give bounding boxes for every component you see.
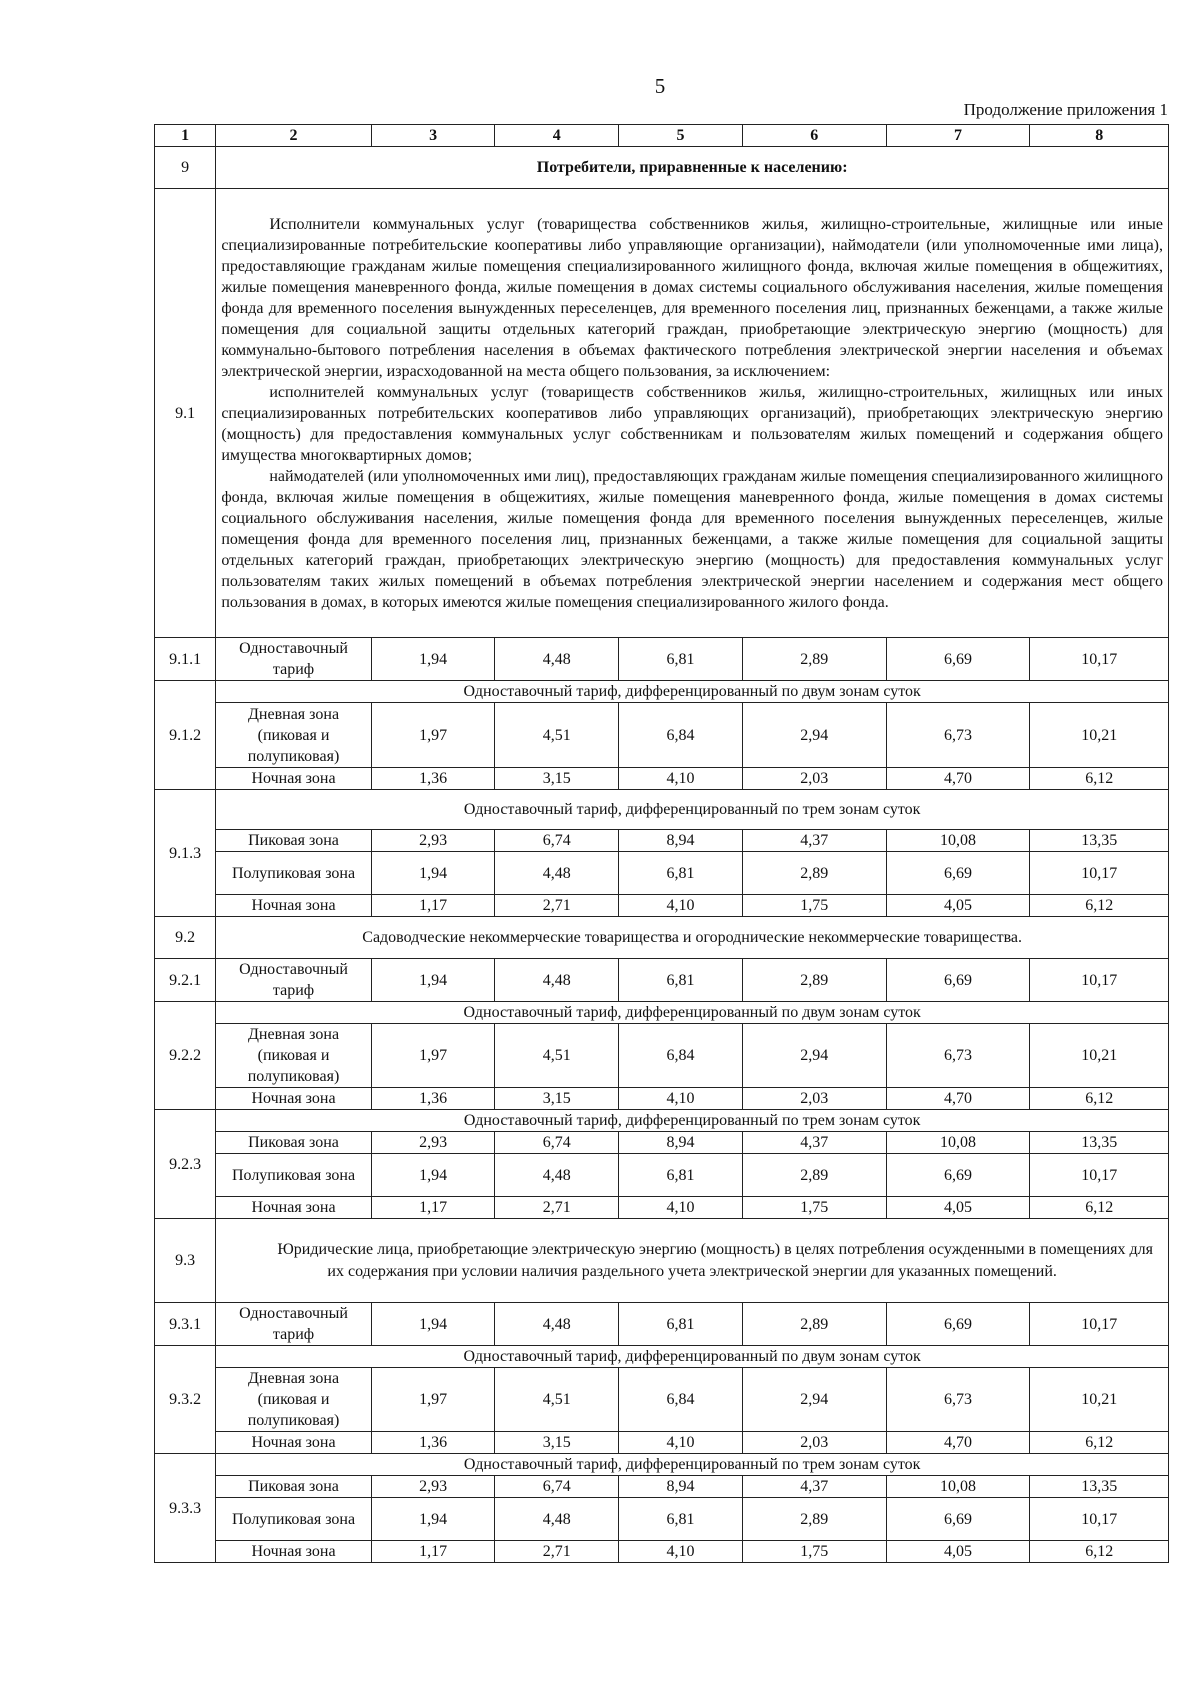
table-row bbox=[155, 830, 1169, 852]
value-cell: 1,17 bbox=[371, 1197, 495, 1219]
table-row bbox=[155, 790, 1169, 830]
table-row bbox=[155, 1498, 1169, 1541]
value-cell: 4,48 bbox=[495, 1154, 619, 1197]
value-cell: 10,17 bbox=[1030, 638, 1169, 681]
value-cell: 10,21 bbox=[1030, 1368, 1169, 1432]
value-cell: 4,10 bbox=[619, 895, 743, 917]
value-cell: 8,94 bbox=[619, 830, 743, 852]
tariff-label: Одноставочный тариф bbox=[216, 1303, 371, 1346]
col-header: 2 bbox=[216, 125, 371, 147]
value-cell: 1,94 bbox=[371, 1498, 495, 1541]
zone-label: Дневная зона (пиковая и полупиковая) bbox=[216, 703, 371, 768]
table-row bbox=[155, 638, 1169, 681]
value-cell: 10,08 bbox=[886, 1476, 1030, 1498]
value-cell: 4,70 bbox=[886, 1088, 1030, 1110]
value-cell: 2,93 bbox=[371, 830, 495, 852]
value-cell: 6,81 bbox=[619, 959, 743, 1002]
zone-label: Ночная зона bbox=[216, 1432, 371, 1454]
value-cell: 10,21 bbox=[1030, 703, 1169, 768]
value-cell: 10,08 bbox=[886, 830, 1030, 852]
col-header: 4 bbox=[495, 125, 619, 147]
subsection-title: Одноставочный тариф, дифференцированный по трем зонам суток bbox=[216, 1454, 1169, 1476]
value-cell: 4,37 bbox=[742, 830, 886, 852]
value-cell: 4,48 bbox=[495, 959, 619, 1002]
paragraph: исполнителей коммунальных услуг (товариществ собственников жилья, жилищно-строительных, жилищных или иных специализированных потребительских кооперативов либо управляющих организаций), приобретающих электрическую энергию (мощность) для предоставления коммунальных услуг собственникам и пользователям жилых помещений и содержания общего имущества многоквартирных домов; bbox=[221, 383, 1163, 464]
value-cell: 4,10 bbox=[619, 1541, 743, 1563]
value-cell: 13,35 bbox=[1030, 1476, 1169, 1498]
zone-label: Ночная зона bbox=[216, 1541, 371, 1563]
value-cell: 2,94 bbox=[742, 703, 886, 768]
row-number: 9.1.2 bbox=[155, 681, 216, 790]
value-cell: 2,03 bbox=[742, 768, 886, 790]
value-cell: 1,36 bbox=[371, 1432, 495, 1454]
value-cell: 6,74 bbox=[495, 1132, 619, 1154]
value-cell: 2,89 bbox=[742, 1303, 886, 1346]
col-header: 6 bbox=[742, 125, 886, 147]
value-cell: 4,10 bbox=[619, 1088, 743, 1110]
value-cell: 10,17 bbox=[1030, 1498, 1169, 1541]
value-cell: 4,51 bbox=[495, 1368, 619, 1432]
row-number: 9.2.2 bbox=[155, 1002, 216, 1110]
col-header: 5 bbox=[619, 125, 743, 147]
column-number-row bbox=[155, 125, 1169, 147]
row-number: 9.3.1 bbox=[155, 1303, 216, 1346]
value-cell: 1,94 bbox=[371, 638, 495, 681]
value-cell: 10,17 bbox=[1030, 959, 1169, 1002]
value-cell: 3,15 bbox=[495, 1432, 619, 1454]
col-header: 8 bbox=[1030, 125, 1169, 147]
row-number: 9.1.1 bbox=[155, 638, 216, 681]
value-cell: 4,05 bbox=[886, 895, 1030, 917]
table-row bbox=[155, 1476, 1169, 1498]
value-cell: 13,35 bbox=[1030, 1132, 1169, 1154]
value-cell: 3,15 bbox=[495, 768, 619, 790]
subsection-title: Одноставочный тариф, дифференцированный по трем зонам суток bbox=[216, 790, 1169, 830]
value-cell: 2,89 bbox=[742, 959, 886, 1002]
zone-label: Ночная зона bbox=[216, 1088, 371, 1110]
value-cell: 6,74 bbox=[495, 1476, 619, 1498]
table-row bbox=[155, 1088, 1169, 1110]
value-cell: 6,69 bbox=[886, 959, 1030, 1002]
section-description: Юридические лица, приобретающие электрическую энергию (мощность) в целях потребления осужденными в помещениях для их содержания при условии наличия раздельного учета электрической энергии для указанных помещений. bbox=[216, 1219, 1169, 1303]
zone-label: Дневная зона (пиковая и полупиковая) bbox=[216, 1024, 371, 1088]
value-cell: 2,89 bbox=[742, 1498, 886, 1541]
value-cell: 1,36 bbox=[371, 768, 495, 790]
value-cell: 2,94 bbox=[742, 1024, 886, 1088]
zone-label: Пиковая зона bbox=[216, 830, 371, 852]
value-cell: 10,21 bbox=[1030, 1024, 1169, 1088]
section-row bbox=[155, 147, 1169, 189]
table-row bbox=[155, 1432, 1169, 1454]
value-cell: 6,74 bbox=[495, 830, 619, 852]
tariff-label: Одноставочный тариф bbox=[216, 638, 371, 681]
value-cell: 4,48 bbox=[495, 1303, 619, 1346]
row-number: 9.2.3 bbox=[155, 1110, 216, 1219]
table-row bbox=[155, 703, 1169, 768]
subsection-title: Одноставочный тариф, дифференцированный по двум зонам суток bbox=[216, 681, 1169, 703]
col-header: 1 bbox=[155, 125, 216, 147]
value-cell: 6,12 bbox=[1030, 1197, 1169, 1219]
value-cell: 1,97 bbox=[371, 1368, 495, 1432]
value-cell: 6,12 bbox=[1030, 768, 1169, 790]
value-cell: 1,17 bbox=[371, 1541, 495, 1563]
row-number: 9.2 bbox=[155, 917, 216, 959]
subsection-title: Одноставочный тариф, дифференцированный по двум зонам суток bbox=[216, 1346, 1169, 1368]
value-cell: 1,36 bbox=[371, 1088, 495, 1110]
page-number: 5 bbox=[654, 74, 666, 98]
table-row bbox=[155, 1454, 1169, 1476]
value-cell: 4,10 bbox=[619, 768, 743, 790]
section-row bbox=[155, 1219, 1169, 1303]
value-cell: 6,81 bbox=[619, 638, 743, 681]
value-cell: 6,73 bbox=[886, 1368, 1030, 1432]
value-cell: 6,69 bbox=[886, 1303, 1030, 1346]
section-description bbox=[216, 189, 1169, 638]
value-cell: 1,94 bbox=[371, 1303, 495, 1346]
value-cell: 1,94 bbox=[371, 1154, 495, 1197]
row-number: 9.2.1 bbox=[155, 959, 216, 1002]
value-cell: 6,81 bbox=[619, 1154, 743, 1197]
value-cell: 2,03 bbox=[742, 1432, 886, 1454]
value-cell: 6,81 bbox=[619, 1303, 743, 1346]
value-cell: 13,35 bbox=[1030, 830, 1169, 852]
zone-label: Дневная зона (пиковая и полупиковая) bbox=[216, 1368, 371, 1432]
table-row bbox=[155, 895, 1169, 917]
table-row bbox=[155, 1346, 1169, 1368]
value-cell: 10,17 bbox=[1030, 852, 1169, 895]
value-cell: 4,70 bbox=[886, 1432, 1030, 1454]
section-row bbox=[155, 917, 1169, 959]
value-cell: 4,51 bbox=[495, 703, 619, 768]
row-number: 9.1.3 bbox=[155, 790, 216, 917]
value-cell: 4,05 bbox=[886, 1197, 1030, 1219]
value-cell: 4,70 bbox=[886, 768, 1030, 790]
value-cell: 6,69 bbox=[886, 852, 1030, 895]
value-cell: 6,84 bbox=[619, 1368, 743, 1432]
row-number: 9.3.3 bbox=[155, 1454, 216, 1563]
value-cell: 1,75 bbox=[742, 1197, 886, 1219]
row-number: 9 bbox=[155, 147, 216, 189]
col-header: 7 bbox=[886, 125, 1030, 147]
paragraph: Исполнители коммунальных услуг (товарищества собственников жилья, жилищно-строительные, жилищные или иные специализированные потребительские кооперативы либо управляющие организации), наймодатели (или уполномоченные ими лица), предоставляющие гражданам жилые помещения специализированного жилищного фонда, включая жилые помещения в общежитиях, жилые помещения маневренного фонда, жилые помещения в домах системы социального обслуживания населения, жилые помещения фонда для временного поселения вынужденных переселенцев, для временного поселения лиц, признанных беженцами, а также жилые помещения для социальной защиты отдельных категорий граждан, приобретающие электрическую энергию (мощность) для коммунально-бытового потребления населения в объемах фактического потребления электрической энергии населения и объемах электрической энергии, израсходованной на места общего пользования, за исключением: bbox=[221, 215, 1163, 380]
value-cell: 4,48 bbox=[495, 1498, 619, 1541]
table-row bbox=[155, 1002, 1169, 1024]
subsection-title: Одноставочный тариф, дифференцированный по двум зонам суток bbox=[216, 1002, 1169, 1024]
table-row bbox=[155, 681, 1169, 703]
table-row bbox=[155, 1303, 1169, 1346]
table-row bbox=[155, 852, 1169, 895]
table-row bbox=[155, 1197, 1169, 1219]
zone-label: Пиковая зона bbox=[216, 1132, 371, 1154]
zone-label: Полупиковая зона bbox=[216, 1154, 371, 1197]
table-row bbox=[155, 1110, 1169, 1132]
value-cell: 1,94 bbox=[371, 852, 495, 895]
value-cell: 1,17 bbox=[371, 895, 495, 917]
value-cell: 6,73 bbox=[886, 1024, 1030, 1088]
col-header: 3 bbox=[371, 125, 495, 147]
value-cell: 1,97 bbox=[371, 1024, 495, 1088]
zone-label: Ночная зона bbox=[216, 1197, 371, 1219]
table-row bbox=[155, 1368, 1169, 1432]
value-cell: 8,94 bbox=[619, 1476, 743, 1498]
value-cell: 6,12 bbox=[1030, 1088, 1169, 1110]
row-number: 9.3.2 bbox=[155, 1346, 216, 1454]
value-cell: 8,94 bbox=[619, 1132, 743, 1154]
value-cell: 10,08 bbox=[886, 1132, 1030, 1154]
value-cell: 6,69 bbox=[886, 1498, 1030, 1541]
value-cell: 3,15 bbox=[495, 1088, 619, 1110]
value-cell: 6,84 bbox=[619, 1024, 743, 1088]
value-cell: 10,17 bbox=[1030, 1154, 1169, 1197]
value-cell: 6,12 bbox=[1030, 1432, 1169, 1454]
zone-label: Ночная зона bbox=[216, 768, 371, 790]
value-cell: 4,37 bbox=[742, 1132, 886, 1154]
value-cell: 1,75 bbox=[742, 1541, 886, 1563]
continuation-note: Продолжение приложения 1 bbox=[963, 100, 1168, 119]
value-cell: 4,51 bbox=[495, 1024, 619, 1088]
zone-label: Ночная зона bbox=[216, 895, 371, 917]
paragraph: наймодателей (или уполномоченных ими лиц), предоставляющих гражданам жилые помещения специализированного жилищного фонда, включая жилые помещения в общежитиях, жилые помещения маневренного фонда, жилые помещения в домах системы социального обслуживания населения, жилые помещения фонда для временного поселения вынужденных переселенцев, жилые помещения фонда для временного поселения лиц, признанных беженцами, а также жилые помещения для социальной защиты отдельных категорий граждан, приобретающих электрическую энергию (мощность) для предоставления коммунальных услуг пользователям таких жилых помещений в объемах потребления электрической энергии населением и содержания мест общего пользования в домах, в которых имеются жилые помещения специализированного жилого фонда. bbox=[221, 467, 1163, 611]
value-cell: 6,69 bbox=[886, 638, 1030, 681]
value-cell: 2,93 bbox=[371, 1476, 495, 1498]
table-row bbox=[155, 959, 1169, 1002]
section-row bbox=[155, 189, 1169, 638]
value-cell: 6,73 bbox=[886, 703, 1030, 768]
value-cell: 1,75 bbox=[742, 895, 886, 917]
table-row bbox=[155, 1541, 1169, 1563]
value-cell: 6,81 bbox=[619, 852, 743, 895]
tariff-table bbox=[154, 124, 1169, 1563]
value-cell: 2,89 bbox=[742, 638, 886, 681]
section-title: Потребители, приравненные к населению: bbox=[216, 147, 1169, 189]
value-cell: 2,89 bbox=[742, 1154, 886, 1197]
row-number: 9.3 bbox=[155, 1219, 216, 1303]
value-cell: 6,69 bbox=[886, 1154, 1030, 1197]
value-cell: 2,94 bbox=[742, 1368, 886, 1432]
table-row bbox=[155, 1132, 1169, 1154]
value-cell: 6,84 bbox=[619, 703, 743, 768]
value-cell: 2,89 bbox=[742, 852, 886, 895]
value-cell: 2,71 bbox=[495, 895, 619, 917]
value-cell: 6,12 bbox=[1030, 1541, 1169, 1563]
value-cell: 4,05 bbox=[886, 1541, 1030, 1563]
row-number: 9.1 bbox=[155, 189, 216, 638]
value-cell: 4,48 bbox=[495, 852, 619, 895]
value-cell: 10,17 bbox=[1030, 1303, 1169, 1346]
value-cell: 1,94 bbox=[371, 959, 495, 1002]
value-cell: 4,48 bbox=[495, 638, 619, 681]
value-cell: 2,71 bbox=[495, 1541, 619, 1563]
zone-label: Пиковая зона bbox=[216, 1476, 371, 1498]
zone-label: Полупиковая зона bbox=[216, 1498, 371, 1541]
value-cell: 4,37 bbox=[742, 1476, 886, 1498]
section-description: Садоводческие некоммерческие товарищества и огороднические некоммерческие товарищества. bbox=[216, 917, 1169, 959]
value-cell: 6,81 bbox=[619, 1498, 743, 1541]
table-row bbox=[155, 1024, 1169, 1088]
value-cell: 1,97 bbox=[371, 703, 495, 768]
tariff-label: Одноставочный тариф bbox=[216, 959, 371, 1002]
value-cell: 2,71 bbox=[495, 1197, 619, 1219]
value-cell: 6,12 bbox=[1030, 895, 1169, 917]
value-cell: 4,10 bbox=[619, 1432, 743, 1454]
value-cell: 4,10 bbox=[619, 1197, 743, 1219]
subsection-title: Одноставочный тариф, дифференцированный по трем зонам суток bbox=[216, 1110, 1169, 1132]
value-cell: 2,93 bbox=[371, 1132, 495, 1154]
value-cell: 2,03 bbox=[742, 1088, 886, 1110]
table-row bbox=[155, 768, 1169, 790]
table-row bbox=[155, 1154, 1169, 1197]
zone-label: Полупиковая зона bbox=[216, 852, 371, 895]
